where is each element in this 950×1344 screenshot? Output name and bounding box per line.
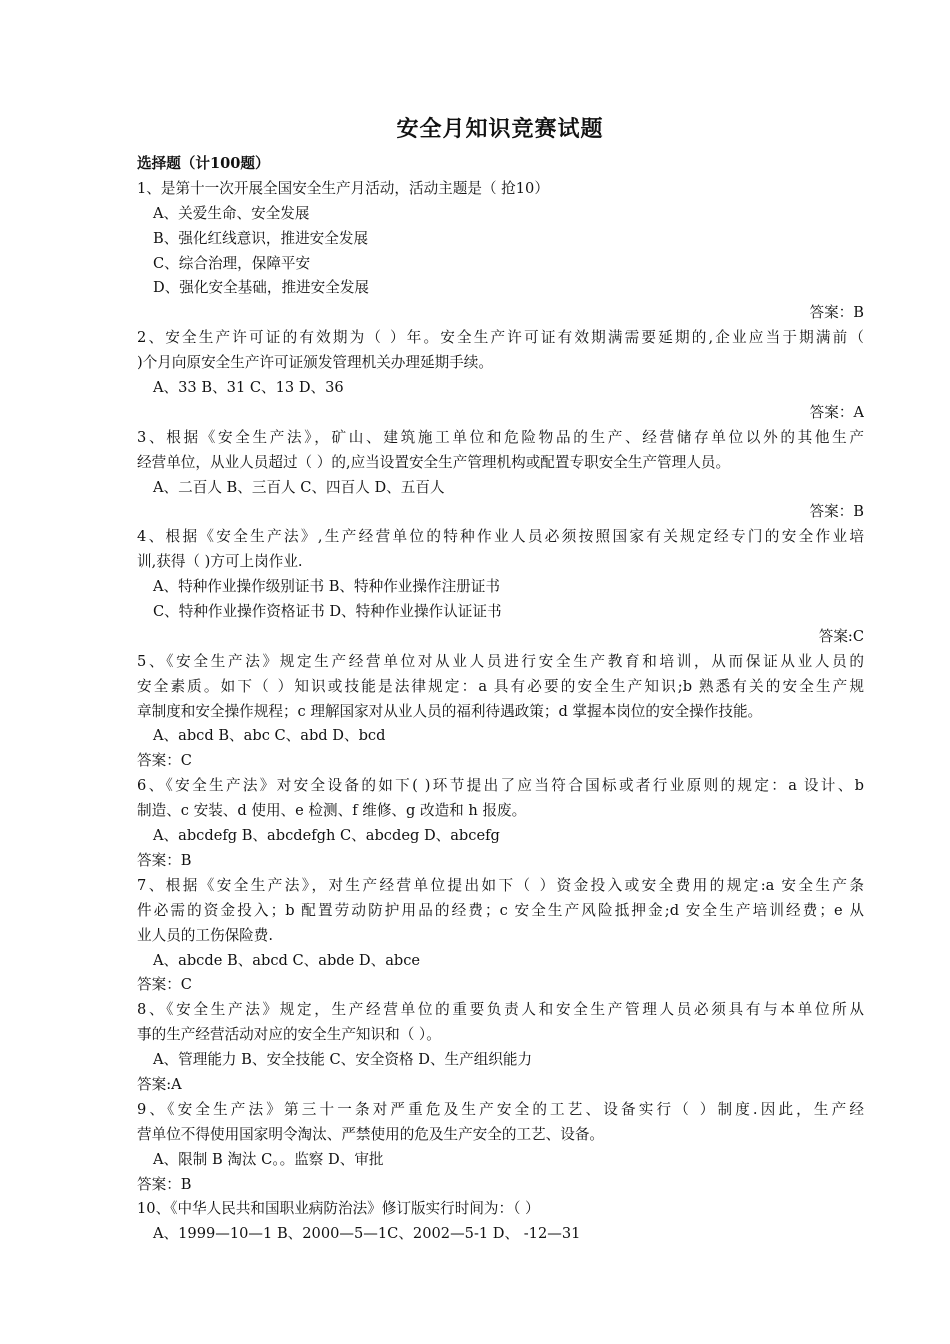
question-6-answer: 答案：B bbox=[137, 851, 192, 869]
document-title: 安全月知识竞赛试题 bbox=[396, 117, 604, 142]
question-9-stem-line-1: 9、《安全生产法》第三十一条对严重危及生产安全的工艺、设备实行（ ）制度.因此，生产经 bbox=[137, 1100, 864, 1118]
question-9-stem-line-2: 营单位不得使用国家明令淘汰、严禁使用的危及生产安全的工艺、设备。 bbox=[137, 1125, 605, 1143]
question-7-stem-line-2: 件必需的资金投入；b 配置劳动防护用品的经费；c 安全生产风险抵押金;d 安全生产培训经费；e 从 bbox=[137, 901, 864, 919]
question-8-answer: 答案:A bbox=[137, 1075, 182, 1093]
question-2-stem-line-1: 2、安全生产许可证的有效期为（ ）年。安全生产许可证有效期满需要延期的,企业应当于期满前（ bbox=[137, 329, 864, 347]
question-3-answer: 答案：B bbox=[809, 503, 864, 521]
question-7-answer: 答案：C bbox=[137, 976, 192, 994]
section-heading: 选择题（计100题） bbox=[137, 155, 270, 172]
question-8-stem-line-1: 8、《安全生产法》规定，生产经营单位的重要负责人和安全生产管理人员必须具有与本单位所从 bbox=[137, 1001, 864, 1019]
question-7-stem-line-1: 7、根据《安全生产法》，对生产经营单位提出如下（ ）资金投入或安全费用的规定:a 安全生产条 bbox=[137, 876, 864, 894]
question-4-stem-line-1: 4、根据《安全生产法》,生产经营单位的特种作业人员必须按照国家有关规定经专门的安全作业培 bbox=[137, 528, 864, 546]
question-9-options: A、限制 B 淘汰 C。。监察 D、审批 bbox=[153, 1150, 384, 1168]
question-8-stem-line-2: 事的生产经营活动对应的安全生产知识和（ ）。 bbox=[137, 1026, 441, 1044]
question-4-answer: 答案:C bbox=[818, 627, 864, 645]
question-4-stem-line-2: 训,获得（ )方可上岗作业. bbox=[137, 553, 303, 571]
question-1-option-b: B、强化红线意识，推进安全发展 bbox=[153, 229, 369, 247]
question-4-options-line-1: A、特种作业操作级别证书 B、特种作业操作注册证书 bbox=[153, 578, 500, 596]
question-5-stem-line-3: 章制度和安全操作规程；c 理解国家对从业人员的福利待遇政策；d 掌握本岗位的安全操作技能。 bbox=[137, 702, 763, 720]
question-5-stem-line-1: 5、《安全生产法》规定生产经营单位对从业人员进行安全生产教育和培训，从而保证从业人员的 bbox=[137, 652, 864, 670]
document-body bbox=[137, 152, 864, 1247]
question-3-stem-line-2: 经营单位，从业人员超过（ ）的,应当设置安全生产管理机构或配置专职安全生产管理人员。 bbox=[137, 453, 731, 471]
question-10-options: A、1999—10—1 B、2000—5—1C、2002—5-1 D、 -12—31 bbox=[153, 1225, 581, 1243]
question-5-stem-line-2: 安全素质。如下（ ）知识或技能是法律规定：a 具有必要的安全生产知识;b 熟悉有关的安全生产规 bbox=[137, 677, 864, 695]
question-5-answer: 答案：C bbox=[137, 752, 192, 770]
question-1-stem: 1、是第十一次开展全国安全生产月活动，活动主题是（ 抢10） bbox=[137, 179, 549, 197]
question-8-options: A、管理能力 B、安全技能 C、安全资格 D、生产组织能力 bbox=[153, 1051, 533, 1069]
question-6-stem-line-1: 6、《安全生产法》对安全设备的如下( )环节提出了应当符合国标或者行业原则的规定：a 设计、b bbox=[137, 777, 864, 795]
question-7-stem-line-3: 业人员的工伤保险费. bbox=[137, 926, 273, 944]
question-1-option-d: D、强化安全基础，推进安全发展 bbox=[153, 279, 370, 297]
question-3-options: A、二百人 B、三百人 C、四百人 D、五百人 bbox=[153, 478, 445, 496]
question-7-options: A、abcde B、abcd C、abde D、abce bbox=[153, 951, 421, 969]
question-2-stem-line-2: )个月向原安全生产许可证颁发管理机关办理延期手续。 bbox=[137, 354, 493, 372]
question-9-answer: 答案：B bbox=[137, 1175, 192, 1193]
question-1-answer: 答案：B bbox=[809, 304, 864, 322]
question-5-options: A、abcd B、abc C、abd D、bcd bbox=[153, 727, 386, 745]
question-1-option-c: C、综合治理，保障平安 bbox=[153, 254, 311, 272]
question-2-options: A、33 B、31 C、13 D、36 bbox=[153, 379, 344, 397]
question-3-stem-line-1: 3、根据《安全生产法》，矿山、建筑施工单位和危险物品的生产、经营储存单位以外的其他生产 bbox=[137, 428, 864, 446]
question-2-answer: 答案：A bbox=[809, 403, 864, 421]
question-1-option-a: A、关爱生命、安全发展 bbox=[153, 204, 310, 222]
question-6-options: A、abcdefg B、abcdefgh C、abcdeg D、abcefg bbox=[153, 827, 500, 845]
question-4-options-line-2: C、特种作业操作资格证书 D、特种作业操作认证证书 bbox=[153, 603, 502, 621]
question-10-stem: 10、《中华人民共和国职业病防治法》修订版实行时间为：（ ） bbox=[137, 1200, 540, 1218]
question-6-stem-line-2: 制造、c 安装、d 使用、e 检测、f 维修、g 改造和 h 报废。 bbox=[137, 802, 527, 820]
